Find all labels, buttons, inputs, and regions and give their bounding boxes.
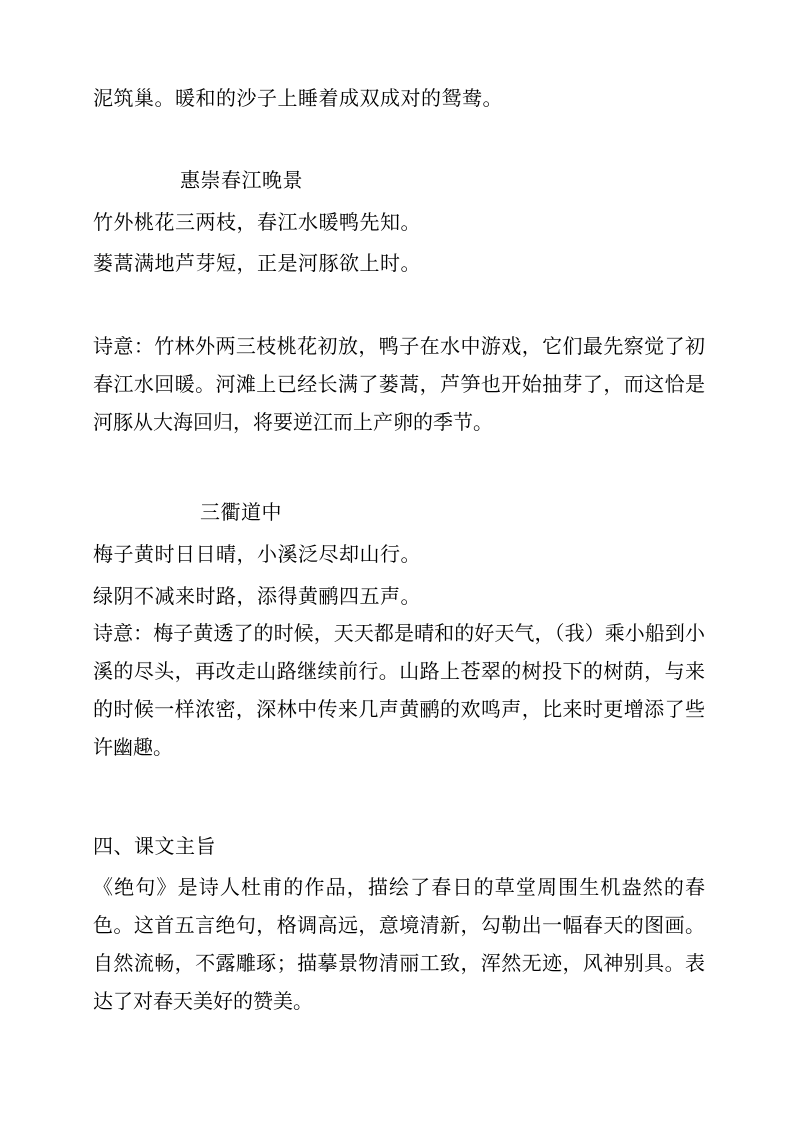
section4-body: 《绝句》是诗人杜甫的作品，描绘了春日的草堂周围生机盎然的春色。这首五言绝句，格调高远，意境清新，勾勒出一幅春天的图画。自然流畅，不露雕琢；描摹景物清丽工致，浑然无迹，风神别具。表达了对春天美好的赞美。 bbox=[93, 875, 705, 1013]
poem1-line1: 竹外桃花三两枝，春江水暖鸭先知。 bbox=[93, 210, 421, 234]
continuation-line: 泥筑巢。暖和的沙子上睡着成双成对的鸳鸯。 bbox=[93, 86, 503, 110]
poem2-line2: 绿阴不减来时路，添得黄鹂四五声。 bbox=[93, 584, 421, 608]
poem-title-huichong: 惠崇春江晚景 bbox=[180, 168, 303, 192]
poem2-meaning: 诗意：梅子黄透了的时候，天天都是晴和的好天气，（我）乘小船到小溪的尽头，再改走山路继续前行。山路上苍翠的树投下的树荫，与来的时候一样浓密，深林中传来几声黄鹂的欢鸣声，比来时更增添了些许幽趣。 bbox=[93, 621, 705, 759]
section4-heading: 四、课文主旨 bbox=[93, 834, 216, 858]
poem-title-sanqu: 三衢道中 bbox=[200, 500, 282, 524]
poem1-line2: 蒌蒿满地芦芽短，正是河豚欲上时。 bbox=[93, 251, 421, 275]
poem2-line1: 梅子黄时日日晴，小溪泛尽却山行。 bbox=[93, 542, 421, 566]
poem1-meaning: 诗意：竹林外两三枝桃花初放，鸭子在水中游戏，它们最先察觉了初春江水回暖。河滩上已经长满了蒌蒿，芦笋也开始抽芽了，而这恰是河豚从大海回归，将要逆江而上产卵的季节。 bbox=[93, 334, 705, 434]
